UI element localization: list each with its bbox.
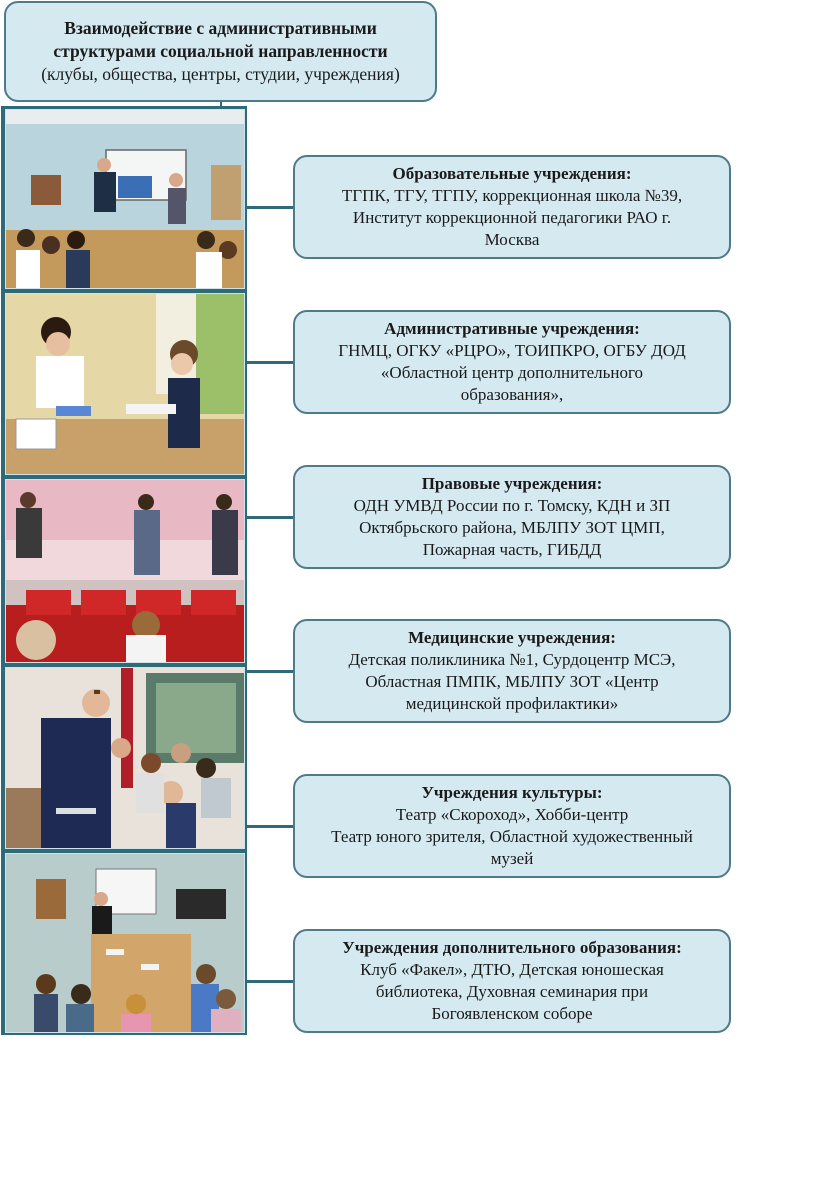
category-line: Москва xyxy=(484,230,540,249)
category-title: Образовательные учреждения: xyxy=(392,164,632,183)
photo-column xyxy=(1,106,247,1035)
classroom-lesson-photo xyxy=(5,109,245,289)
category-line: Клуб «Факел», ДТЮ, Детская юношеская xyxy=(360,960,664,979)
category-line: Театр «Скороход», Хобби-центр xyxy=(395,805,629,824)
category-line: Пожарная часть, ГИБДД xyxy=(422,540,602,559)
category-title: Учреждения дополнительного образования: xyxy=(342,938,682,957)
category-title: Правовые учреждения: xyxy=(421,474,603,493)
medical-test-photo xyxy=(5,293,245,475)
category-line: Областная ПМПК, МБЛПУ ЗОТ «Центр xyxy=(365,672,659,691)
category-line: ТГПК, ТГУ, ТГПУ, коррекционная школа №39, xyxy=(341,186,683,205)
category-administrative xyxy=(293,310,731,414)
category-line: ГНМЦ, ОГКУ «РЦРО», ТОИПКРО, ОГБУ ДОД xyxy=(338,341,686,360)
connector-4 xyxy=(246,670,294,673)
category-line: Октябрьского района, МБЛПУ ЗОТ ЦМП, xyxy=(359,518,665,537)
category-title: Учреждения культуры: xyxy=(421,783,603,802)
connector-1 xyxy=(246,206,294,209)
category-line: Театр юного зрителя, Областной художественный xyxy=(331,827,693,846)
title-box xyxy=(4,1,437,102)
category-title: Медицинские учреждения: xyxy=(408,628,616,647)
category-legal xyxy=(293,465,731,569)
category-line: Богоявленском соборе xyxy=(431,1004,593,1023)
category-line: музей xyxy=(490,849,534,868)
category-line: Детская поликлиника №1, Сурдоцентр МСЭ, xyxy=(348,650,676,669)
title-line-3: (клубы, общества, центры, студии, учреждения) xyxy=(41,64,400,84)
category-title: Административные учреждения: xyxy=(384,319,640,338)
connector-5 xyxy=(246,825,294,828)
category-medical xyxy=(293,619,731,723)
category-culture xyxy=(293,774,731,878)
connector-3 xyxy=(246,516,294,519)
title-line-2: структурами социальной направленности xyxy=(53,41,388,61)
priest-talk-photo xyxy=(5,853,245,1033)
category-additional-education xyxy=(293,929,731,1033)
category-line: медицинской профилактики» xyxy=(405,694,619,713)
title-line-1: Взаимодействие с административными xyxy=(64,18,377,38)
category-line: образования», xyxy=(460,385,564,404)
police-visit-photo xyxy=(5,479,245,663)
category-line: Институт коррекционной педагогики РАО г. xyxy=(352,208,672,227)
category-educational xyxy=(293,155,731,259)
category-line: библиотека, Духовная семинария при xyxy=(375,982,649,1001)
category-line: «Областной центр дополнительного xyxy=(380,363,644,382)
traffic-police-with-children-photo xyxy=(5,667,245,849)
connector-6 xyxy=(246,980,294,983)
category-line: ОДН УМВД России по г. Томску, КДН и ЗП xyxy=(353,496,671,515)
connector-2 xyxy=(246,361,294,364)
